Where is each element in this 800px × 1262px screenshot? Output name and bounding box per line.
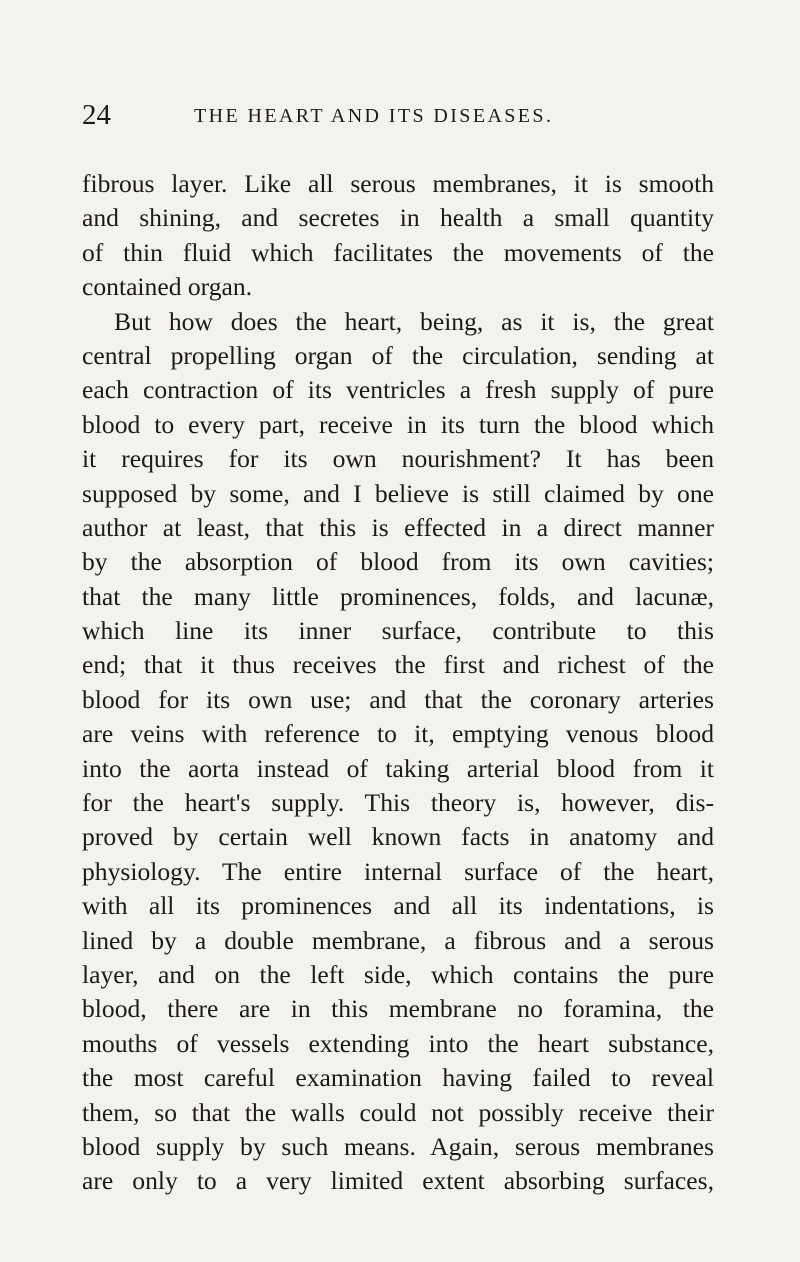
text-line: end; that it thus receives the first and richest of the: [82, 650, 714, 680]
text-line: physiology. The entire internal surface of the heart,: [82, 856, 714, 886]
text-line: of thin fluid which facilitates the movements of the: [82, 237, 714, 267]
text-line: blood to every part, receive in its turn the blood which: [82, 409, 714, 439]
text-line: them, so that the walls could not possibly receive their: [82, 1097, 714, 1127]
text-line: by the absorption of blood from its own cavities;: [82, 547, 714, 577]
text-line: author at least, that this is effected in a direct manner: [82, 512, 714, 542]
text-line: contained organ.: [82, 272, 253, 302]
text-line: are only to a very limited extent absorbing surfaces,: [82, 1166, 714, 1196]
running-title: THE HEART AND ITS DISEASES.: [194, 105, 554, 127]
body-text: [82, 167, 714, 1199]
text-line: into the aorta instead of taking arterial blood from it: [82, 753, 714, 783]
text-line: for the heart's supply. This theory is, however, dis-: [82, 788, 714, 818]
text-line: But how does the heart, being, as it is, the great: [114, 306, 714, 336]
text-line: supposed by some, and I believe is still claimed by one: [82, 478, 714, 508]
running-head: [82, 98, 717, 138]
text-line: fibrous layer. Like all serous membranes, it is smooth: [82, 169, 714, 198]
text-line: mouths of vessels extending into the heart substance,: [82, 1028, 714, 1058]
text-line: layer, and on the left side, which contains the pure: [82, 959, 714, 989]
text-line: blood for its own use; and that the coronary arteries: [82, 684, 714, 714]
text-line: proved by certain well known facts in anatomy and: [82, 822, 714, 852]
text-line: and shining, and secretes in health a small quantity: [82, 203, 714, 233]
text-line: it requires for its own nourishment? It has been: [82, 444, 714, 474]
text-line: each contraction of its ventricles a fresh supply of pure: [82, 375, 714, 405]
text-line: blood, there are in this membrane no foramina, the: [82, 994, 714, 1024]
text-line: the most careful examination having failed to reveal: [82, 1063, 714, 1093]
page-number: 24: [82, 99, 111, 131]
text-line: blood supply by such means. Again, serous membranes: [82, 1131, 714, 1161]
text-line: with all its prominences and all its indentations, is: [82, 891, 714, 921]
text-line: which line its inner surface, contribute to this: [82, 616, 714, 646]
text-line: are veins with reference to it, emptying venous blood: [82, 719, 714, 749]
text-line: that the many little prominences, folds, and lacunæ,: [82, 581, 714, 611]
text-line: lined by a double membrane, a fibrous and a serous: [82, 925, 714, 955]
text-line: central propelling organ of the circulation, sending at: [82, 340, 714, 370]
